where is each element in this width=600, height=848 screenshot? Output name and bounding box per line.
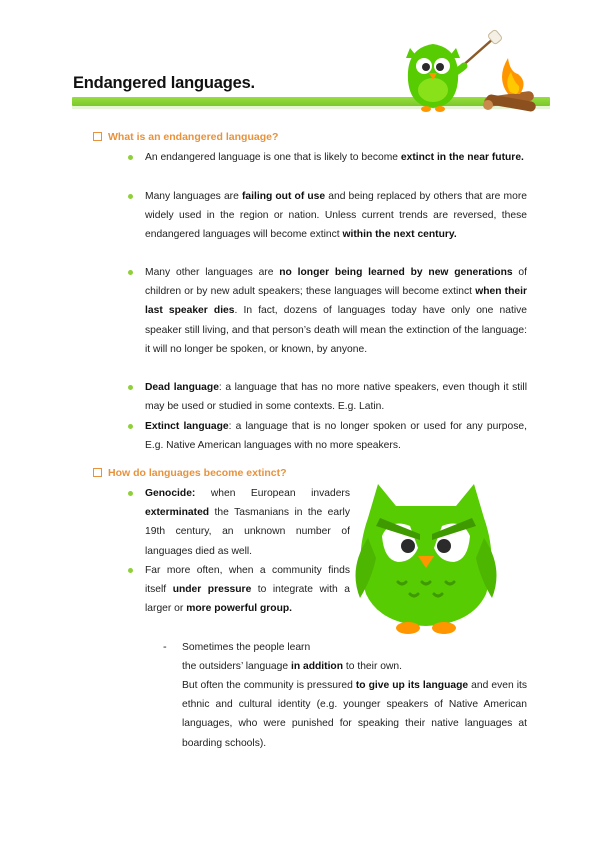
sub-item-line: Sometimes the people learn xyxy=(182,642,311,653)
list-item: Dead language: a language that has no more native speakers, even though it still may be used or studied in some contexts. E.g. Latin. xyxy=(145,382,527,413)
bullet-icon xyxy=(128,194,133,199)
page-title: Endangered languages. xyxy=(73,74,255,92)
owl-campfire-illustration xyxy=(398,28,543,114)
list-item: Extinct language: a language that is no longer spoken or used for any purpose, E.g. Native American languages with no more speakers. xyxy=(145,421,527,452)
bullet-icon xyxy=(128,491,133,496)
section-heading-extinction: How do languages become extinct? xyxy=(93,467,287,479)
list-item: Far more often, when a community finds itself under pressure to integrate with a larger or more powerful group. xyxy=(145,565,350,615)
dash-marker: - xyxy=(163,641,167,653)
bullet-icon xyxy=(128,270,133,275)
bullet-icon xyxy=(128,385,133,390)
section-heading-endangered: What is an endangered language? xyxy=(93,131,278,143)
bullet-icon xyxy=(128,424,133,429)
checkbox-icon xyxy=(93,132,102,141)
checkbox-icon xyxy=(93,468,102,477)
sub-item-line: the outsiders’ language in addition to their own. xyxy=(182,661,402,672)
bullet-icon xyxy=(128,155,133,160)
list-item: Many other languages are no longer being learned by new generations of children or by new adult speakers; these languages will become extinct when their last speaker dies. In fact, dozens of languages today have only one native speaker still living, and that person’s death will mean the extinction of the language: it will no longer be spoken, or known, by anyone. xyxy=(145,267,527,355)
sub-item-paragraph: But often the community is pressured to give up its language and even its ethnic and cultural identity (e.g. younger speakers of Native American languages, who were punished for speaking their native languages at boarding schools). xyxy=(182,680,528,749)
list-item: Genocide: when European invaders exterminated the Tasmanians in the early 19th century, an unknown number of languages died as well. xyxy=(145,488,350,557)
list-item: Many languages are failing out of use and being replaced by others that are more widely used in the region or nation. Unless current trends are reversed, these endangered languages will become extinct within the next century. xyxy=(145,191,527,241)
bullet-icon xyxy=(128,568,133,573)
list-item: An endangered language is one that is likely to become extinct in the near future. xyxy=(145,152,524,163)
angry-owl-illustration xyxy=(352,478,500,636)
